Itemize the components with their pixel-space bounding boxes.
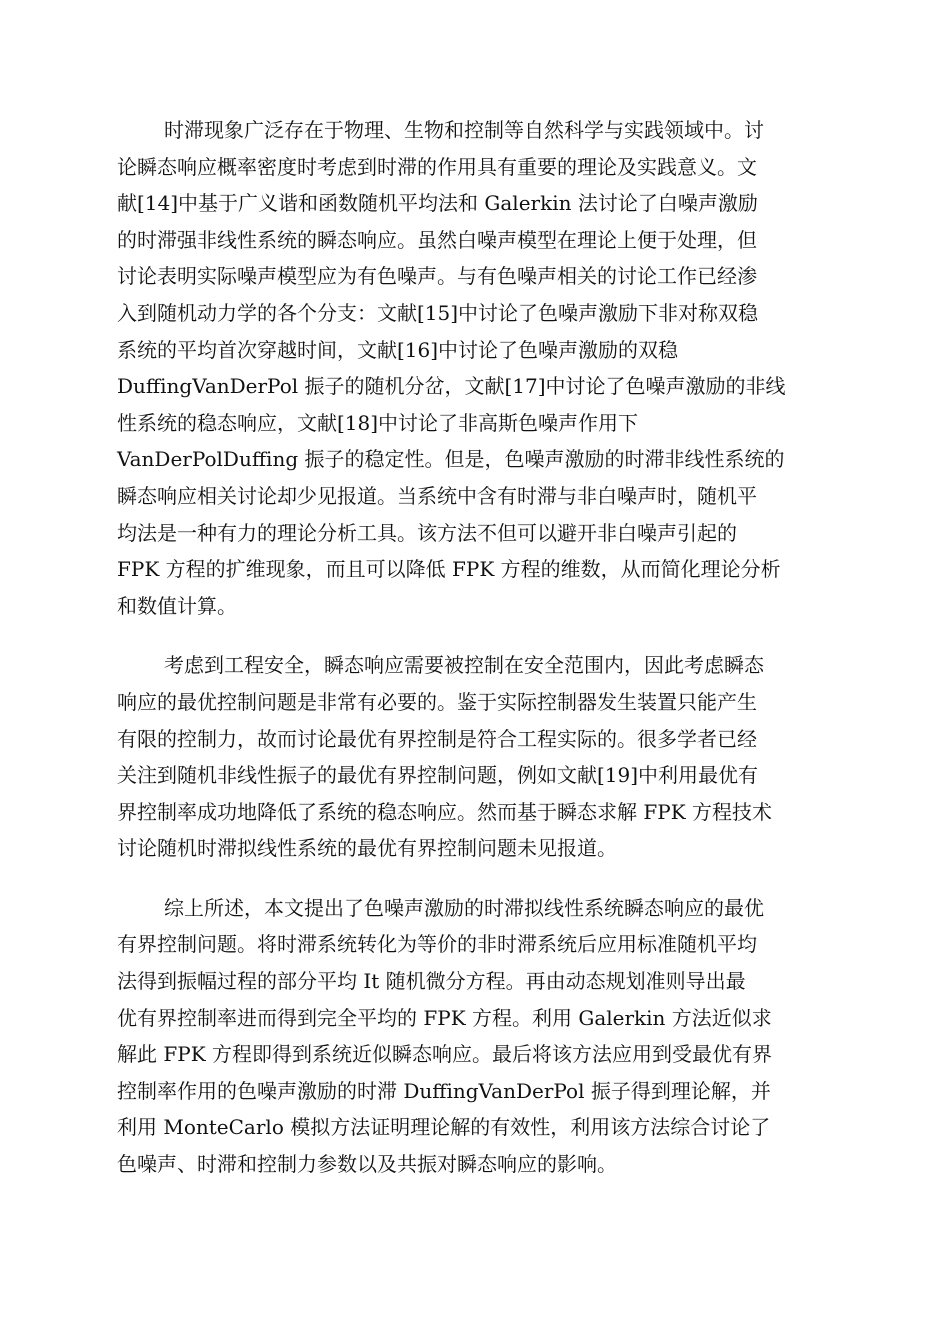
text-line: 响应的最优控制问题是非常有必要的。鉴于实际控制器发生装置只能产生 bbox=[117, 689, 757, 714]
text-line: 均法是一种有力的理论分析工具。该方法不但可以避开非白噪声引起的 bbox=[117, 520, 737, 545]
paragraph-gap bbox=[117, 624, 833, 647]
paragraph-2 bbox=[117, 647, 833, 867]
paragraph-3 bbox=[117, 890, 833, 1183]
text-line: 讨论随机时滞拟线性系统的最优有界控制问题未见报道。 bbox=[117, 836, 617, 861]
text-line: DuffingVanDerPol 振子的随机分岔，文献[17]中讨论了色噪声激励的非线 bbox=[117, 374, 786, 399]
text-line: 控制率作用的色噪声激励的时滞 DuffingVanDerPol 振子得到理论解，并 bbox=[117, 1078, 771, 1103]
text-line: 的时滞强非线性系统的瞬态响应。虽然白噪声模型在理论上便于处理，但 bbox=[117, 227, 757, 252]
text-line: 优有界控制率进而得到完全平均的 FPK 方程。利用 Galerkin 方法近似求 bbox=[117, 1005, 772, 1030]
text-line: 关注到随机非线性振子的最优有界控制问题，例如文献[19]中利用最优有 bbox=[117, 763, 759, 788]
text-line: 系统的平均首次穿越时间，文献[16]中讨论了色噪声激励的双稳 bbox=[117, 337, 679, 362]
text-line: 讨论表明实际噪声模型应为有色噪声。与有色噪声相关的讨论工作已经渗 bbox=[117, 264, 757, 289]
text-line: 时滞现象广泛存在于物理、生物和控制等自然科学与实践领域中。讨 bbox=[164, 118, 764, 142]
paragraph-1 bbox=[117, 112, 833, 624]
text-line: 有界控制问题。将时滞系统转化为等价的非时滞系统后应用标准随机平均 bbox=[117, 932, 757, 957]
text-line: 瞬态响应相关讨论却少见报道。当系统中含有时滞与非白噪声时，随机平 bbox=[117, 483, 757, 508]
body-text bbox=[117, 112, 833, 1183]
text-line: VanDerPolDuffing 振子的稳定性。但是，色噪声激励的时滞非线性系统的 bbox=[117, 447, 785, 472]
text-line: 性系统的稳态响应，文献[18]中讨论了非高斯色噪声作用下 bbox=[117, 410, 639, 435]
text-line: 法得到振幅过程的部分平均 It 随机微分方程。再由动态规划准则导出最 bbox=[117, 969, 746, 994]
text-line: 入到随机动力学的各个分支：文献[15]中讨论了色噪声激励下非对称双稳 bbox=[117, 300, 759, 325]
text-line: 论瞬态响应概率密度时考虑到时滞的作用具有重要的理论及实践意义。文 bbox=[117, 154, 757, 179]
text-line: 考虑到工程安全，瞬态响应需要被控制在安全范围内，因此考虑瞬态 bbox=[164, 653, 764, 678]
text-line: 有限的控制力，故而讨论最优有界控制是符合工程实际的。很多学者已经 bbox=[117, 726, 757, 751]
text-line: FPK 方程的扩维现象，而且可以降低 FPK 方程的维数，从而简化理论分析 bbox=[117, 557, 781, 582]
text-line: 和数值计算。 bbox=[117, 593, 237, 618]
text-line: 色噪声、时滞和控制力参数以及共振对瞬态响应的影响。 bbox=[117, 1152, 617, 1177]
text-line: 利用 MonteCarlo 模拟方法证明理论解的有效性，利用该方法综合讨论了 bbox=[117, 1115, 771, 1140]
text-line: 综上所述，本文提出了色噪声激励的时滞拟线性系统瞬态响应的最优 bbox=[164, 895, 764, 920]
text-line: 解此 FPK 方程即得到系统近似瞬态响应。最后将该方法应用到受最优有界 bbox=[117, 1042, 772, 1067]
paragraph-gap bbox=[117, 867, 833, 890]
text-line: 界控制率成功地降低了系统的稳态响应。然而基于瞬态求解 FPK 方程技术 bbox=[117, 799, 772, 824]
text-line: 献[14]中基于广义谐和函数随机平均法和 Galerkin 法讨论了白噪声激励 bbox=[117, 191, 758, 216]
